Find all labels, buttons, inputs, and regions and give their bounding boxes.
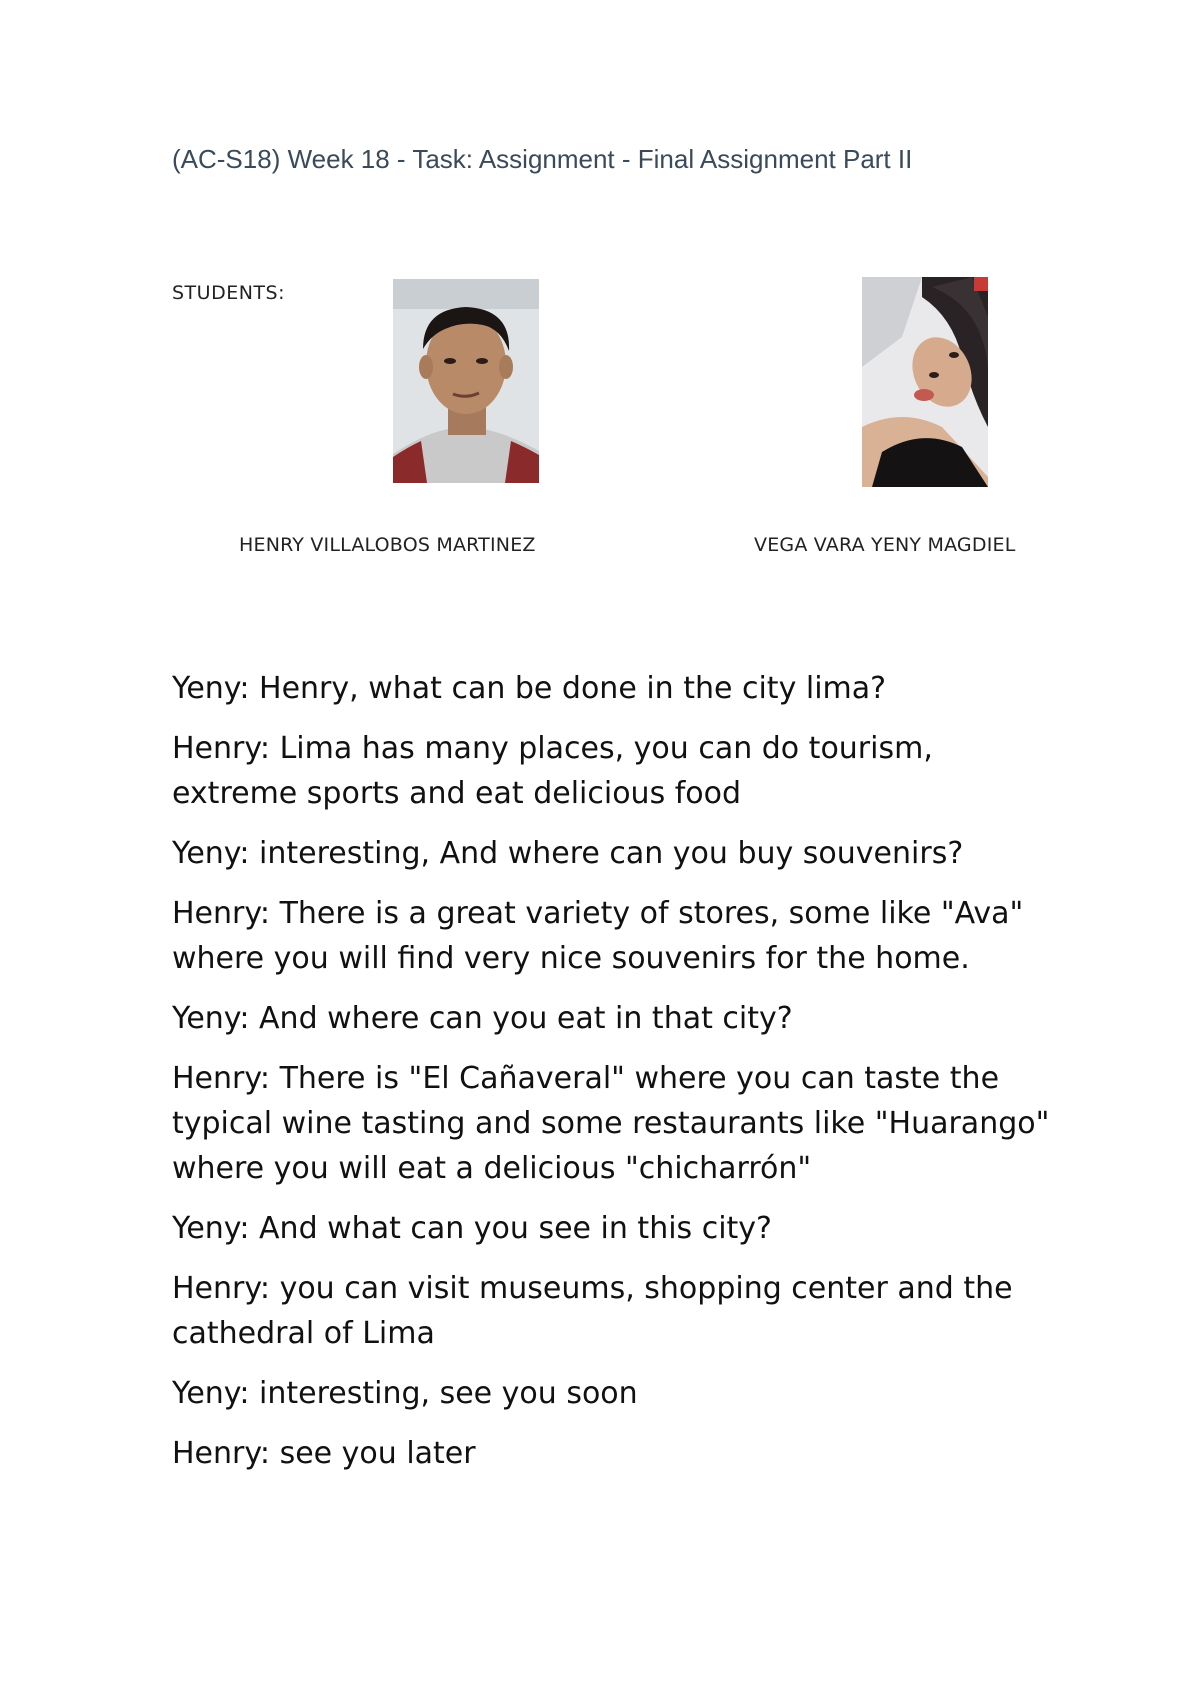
dialogue-line: Yeny: And where can you eat in that city?: [172, 1001, 793, 1036]
dialogue-line: Yeny: interesting, see you soon: [172, 1376, 638, 1411]
dialogue-line: Henry: you can visit museums, shopping center and the cathedral of Lima: [172, 1271, 1013, 1351]
students-label: STUDENTS:: [172, 282, 285, 304]
student-name-yeny: VEGA VARA YENY MAGDIEL: [754, 534, 1016, 556]
dialogue-line: Henry: There is "El Cañaveral" where you can taste the typical wine tasting and some restaurants like "Huarango" where you will eat a delicious "chicharrón": [172, 1061, 1050, 1186]
student-photo-henry: [393, 279, 539, 483]
student-name-henry: HENRY VILLALOBOS MARTINEZ: [239, 534, 536, 556]
dialogue-line: Yeny: And what can you see in this city?: [172, 1211, 772, 1246]
dialogue-line: Yeny: Henry, what can be done in the city lima?: [172, 671, 887, 706]
dialogue: [172, 666, 1052, 1491]
dialogue-line: Henry: There is a great variety of stores, some like "Ava" where you will find very nice souvenirs for the home.: [172, 896, 1024, 976]
dialogue-line: Henry: see you later: [172, 1436, 476, 1471]
dialogue-line: Henry: Lima has many places, you can do tourism, extreme sports and eat delicious food: [172, 731, 933, 811]
dialogue-line: Yeny: interesting, And where can you buy souvenirs?: [172, 836, 964, 871]
page-title: (AC-S18) Week 18 - Task: Assignment - Final Assignment Part II: [172, 144, 913, 174]
student-photo-yeny: [862, 277, 988, 487]
